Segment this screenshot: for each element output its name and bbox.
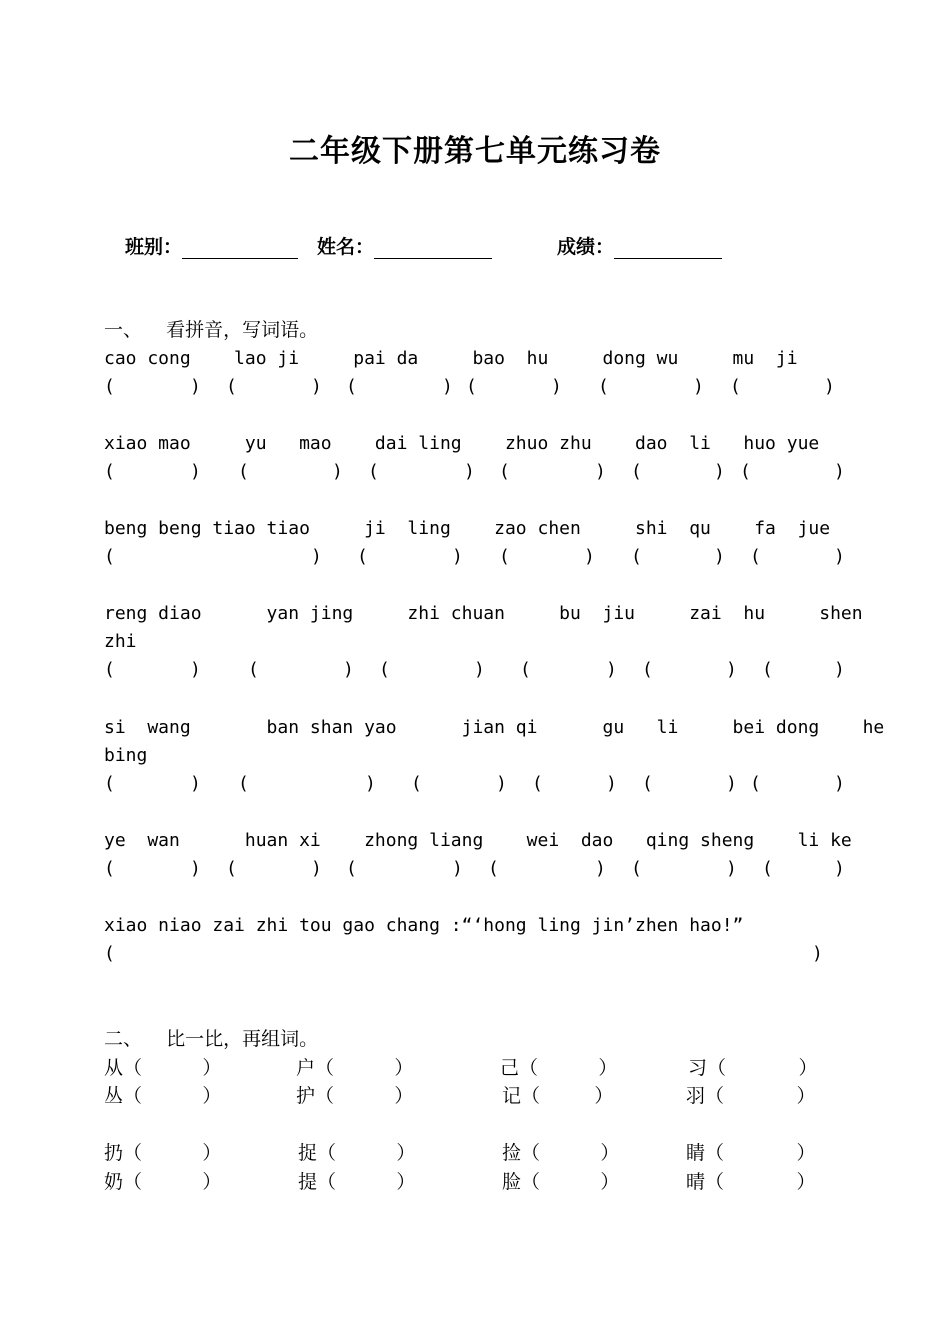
paren-open: (	[248, 659, 259, 680]
paren-close: )	[311, 858, 322, 879]
score-field	[557, 232, 722, 259]
pinyin-row: si wang ban shan yao jian qi gu li bei dong he	[104, 717, 885, 738]
char: 记	[502, 1085, 522, 1107]
class-label: 班别：	[125, 236, 183, 258]
paren-close: )	[834, 546, 845, 567]
char-item: 扔（ ）	[104, 1142, 222, 1164]
char-item: 户（ ）	[296, 1057, 414, 1079]
paren-open: (	[520, 659, 531, 680]
paren-open: (	[226, 858, 237, 879]
paren-open: (	[357, 546, 368, 567]
char-item: 睛（ ）	[686, 1142, 816, 1164]
paren-open: (	[379, 659, 390, 680]
char: 从	[104, 1057, 124, 1079]
name-field	[317, 232, 492, 259]
paren-open: (	[631, 546, 642, 567]
paren-open: (	[346, 858, 357, 879]
char: 户	[296, 1057, 316, 1079]
paren-close: )	[726, 659, 737, 680]
paren-open: (	[104, 659, 115, 680]
paren-open: (	[488, 858, 499, 879]
char: 脸	[502, 1171, 522, 1193]
paren-close: )	[343, 659, 354, 680]
paren-close: )	[365, 773, 376, 794]
char-item: 丛（ ）	[104, 1085, 222, 1107]
class-field	[125, 232, 298, 259]
paren-open: (	[631, 858, 642, 879]
paren-open: (	[226, 376, 237, 397]
paren-open: (	[642, 773, 653, 794]
char-item: 捉（ ）	[298, 1142, 416, 1164]
paren-close: )	[606, 659, 617, 680]
score-blank[interactable]	[614, 238, 722, 259]
paren-open: (	[411, 773, 422, 794]
paren-close: )	[714, 461, 725, 482]
paren-open: (	[532, 773, 543, 794]
section2-heading: 二、 比一比，再组词。	[104, 1028, 319, 1050]
paren-close: )	[714, 546, 725, 567]
pinyin-sentence: xiao niao zai zhi tou gao chang :“‘hong ling jin’zhen hao!”	[104, 915, 744, 936]
paren-open: (	[750, 546, 761, 567]
paren-close: )	[442, 376, 453, 397]
paren-open: (	[499, 546, 510, 567]
char: 习	[688, 1057, 708, 1079]
char: 提	[298, 1171, 318, 1193]
paren-close: )	[726, 773, 737, 794]
paren-close: )	[834, 461, 845, 482]
char-item: 脸（ ）	[502, 1171, 620, 1193]
char: 睛	[686, 1142, 706, 1164]
paren-close: )	[464, 461, 475, 482]
paren-open: (	[238, 461, 249, 482]
pinyin-row: beng beng tiao tiao ji ling zao chen shi qu fa jue	[104, 518, 831, 539]
char-item: 从（ ）	[104, 1057, 222, 1079]
paren-close: )	[834, 858, 845, 879]
char-item: 奶（ ）	[104, 1171, 222, 1193]
paren-open: (	[750, 773, 761, 794]
paren-close: )	[190, 659, 201, 680]
paren-open: (	[598, 376, 609, 397]
char-item: 提（ ）	[298, 1171, 416, 1193]
paren-close: )	[311, 376, 322, 397]
name-blank[interactable]	[374, 238, 492, 259]
pinyin-row: ye wan huan xi zhong liang wei dao qing sheng li ke	[104, 830, 852, 851]
name-label: 姓名：	[317, 236, 375, 258]
char: 护	[296, 1085, 316, 1107]
char: 捉	[298, 1142, 318, 1164]
char: 奶	[104, 1171, 124, 1193]
score-label: 成绩：	[557, 236, 615, 258]
paren-open: (	[104, 858, 115, 879]
paren-close: )	[496, 773, 507, 794]
paren-open: (	[466, 376, 477, 397]
pinyin-row: cao cong lao ji pai da bao hu dong wu mu ji	[104, 348, 798, 369]
paren-close: )	[834, 773, 845, 794]
paren-open: (	[104, 773, 115, 794]
paren-close: )	[311, 546, 322, 567]
paren-open: (	[104, 461, 115, 482]
char: 扔	[104, 1142, 124, 1164]
paren-open: (	[730, 376, 741, 397]
char: 晴	[686, 1171, 706, 1193]
char: 丛	[104, 1085, 124, 1107]
paren-open: (	[346, 376, 357, 397]
char-item: 羽（ ）	[686, 1085, 816, 1107]
pinyin-row-wrap: zhi	[104, 631, 137, 652]
paren-open: (	[104, 943, 115, 964]
paren-close: )	[452, 858, 463, 879]
char-item: 护（ ）	[296, 1085, 414, 1107]
section1-heading: 一、 看拼音，写词语。	[104, 319, 319, 341]
char: 羽	[686, 1085, 706, 1107]
paren-close: )	[190, 858, 201, 879]
paren-close: )	[726, 858, 737, 879]
paren-close: )	[595, 461, 606, 482]
paren-close: )	[812, 943, 823, 964]
pinyin-row: xiao mao yu mao dai ling zhuo zhu dao li huo yue	[104, 433, 820, 454]
class-blank[interactable]	[182, 238, 298, 259]
paren-close: )	[452, 546, 463, 567]
paren-open: (	[368, 461, 379, 482]
paren-close: )	[595, 858, 606, 879]
char-item: 捡（ ）	[502, 1142, 620, 1164]
char-item: 习（ ）	[688, 1057, 818, 1079]
pinyin-row-wrap: bing	[104, 745, 148, 766]
paren-close: )	[834, 659, 845, 680]
paren-open: (	[631, 461, 642, 482]
char-item: 晴（ ）	[686, 1171, 816, 1193]
paren-close: )	[584, 546, 595, 567]
paren-open: (	[104, 376, 115, 397]
paren-close: )	[606, 773, 617, 794]
paren-close: )	[190, 376, 201, 397]
char-item: 记（ ）	[502, 1085, 614, 1107]
char: 己	[500, 1057, 520, 1079]
paren-open: (	[642, 659, 653, 680]
paren-open: (	[499, 461, 510, 482]
paren-close: )	[824, 376, 835, 397]
paren-open: (	[238, 773, 249, 794]
paren-close: )	[190, 773, 201, 794]
paren-close: )	[551, 376, 562, 397]
char: 捡	[502, 1142, 522, 1164]
char-item: 己（ ）	[500, 1057, 618, 1079]
paren-open: (	[740, 461, 751, 482]
pinyin-row: reng diao yan jing zhi chuan bu jiu zai hu shen	[104, 603, 863, 624]
paren-close: )	[190, 461, 201, 482]
paren-open: (	[104, 546, 115, 567]
paren-open: (	[762, 659, 773, 680]
paren-close: )	[693, 376, 704, 397]
paren-open: (	[762, 858, 773, 879]
paren-close: )	[474, 659, 485, 680]
page-title: 二年级下册第七单元练习卷	[289, 134, 661, 169]
paren-close: )	[332, 461, 343, 482]
